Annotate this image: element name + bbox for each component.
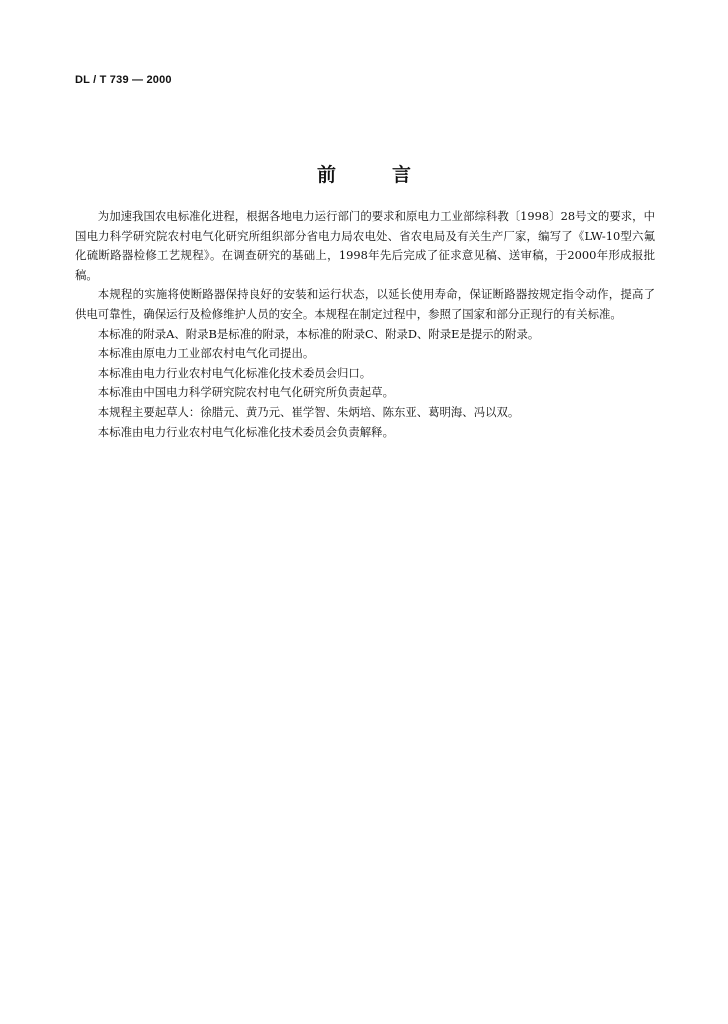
title-char-2: 言 xyxy=(392,164,412,186)
paragraph-proposer: 本标准由原电力工业部农村电气化司提出。 xyxy=(97,346,315,361)
page-title xyxy=(0,160,728,187)
paragraph-centralized: 本标准由电力行业农村电气化标准化技术委员会归口。 xyxy=(97,365,372,380)
standard-code: DL / T 739 — 2000 xyxy=(75,74,172,86)
paragraph-effect: 本规程的实施将使断路器保持良好的安装和运行状态，以延长使用寿命，保证断路器按规定指令动作，提高了供电可靠性，确保运行及检修维护人员的安全。本规程在制定过程中，参照了国家和部分正现行的有关标准。 xyxy=(75,287,655,321)
title-char-1: 前 xyxy=(316,164,336,186)
paragraph-drafting-unit: 本标准由中国电力科学研究院农村电气化研究所负责起草。 xyxy=(97,385,394,400)
paragraph-interpretation: 本标准由电力行业农村电气化标准化技术委员会负责解释。 xyxy=(97,424,394,439)
paragraph-drafters: 本规程主要起草人：徐腊元、黄乃元、崔学智、朱炳培、陈东亚、葛明海、冯以双。 xyxy=(97,404,520,419)
paragraph-purpose: 为加速我国农电标准化进程，根据各地电力运行部门的要求和原电力工业部综科教〔1998〕28号文的要求，中国电力科学研究院农村电气化研究所组织部分省电力局农电处、省农电局及有关生产厂家，编写了《LW-10型六氟化硫断路器检修工艺规程》。在调查研究的基础上，1998年先后完成了征求意见稿、送审稿，于2000年形成报批稿。 xyxy=(75,209,655,282)
foreword-body xyxy=(75,207,655,442)
paragraph-appendix: 本标准的附录A、附录B是标准的附录，本标准的附录C、附录D、附录E是提示的附录。 xyxy=(97,326,540,341)
